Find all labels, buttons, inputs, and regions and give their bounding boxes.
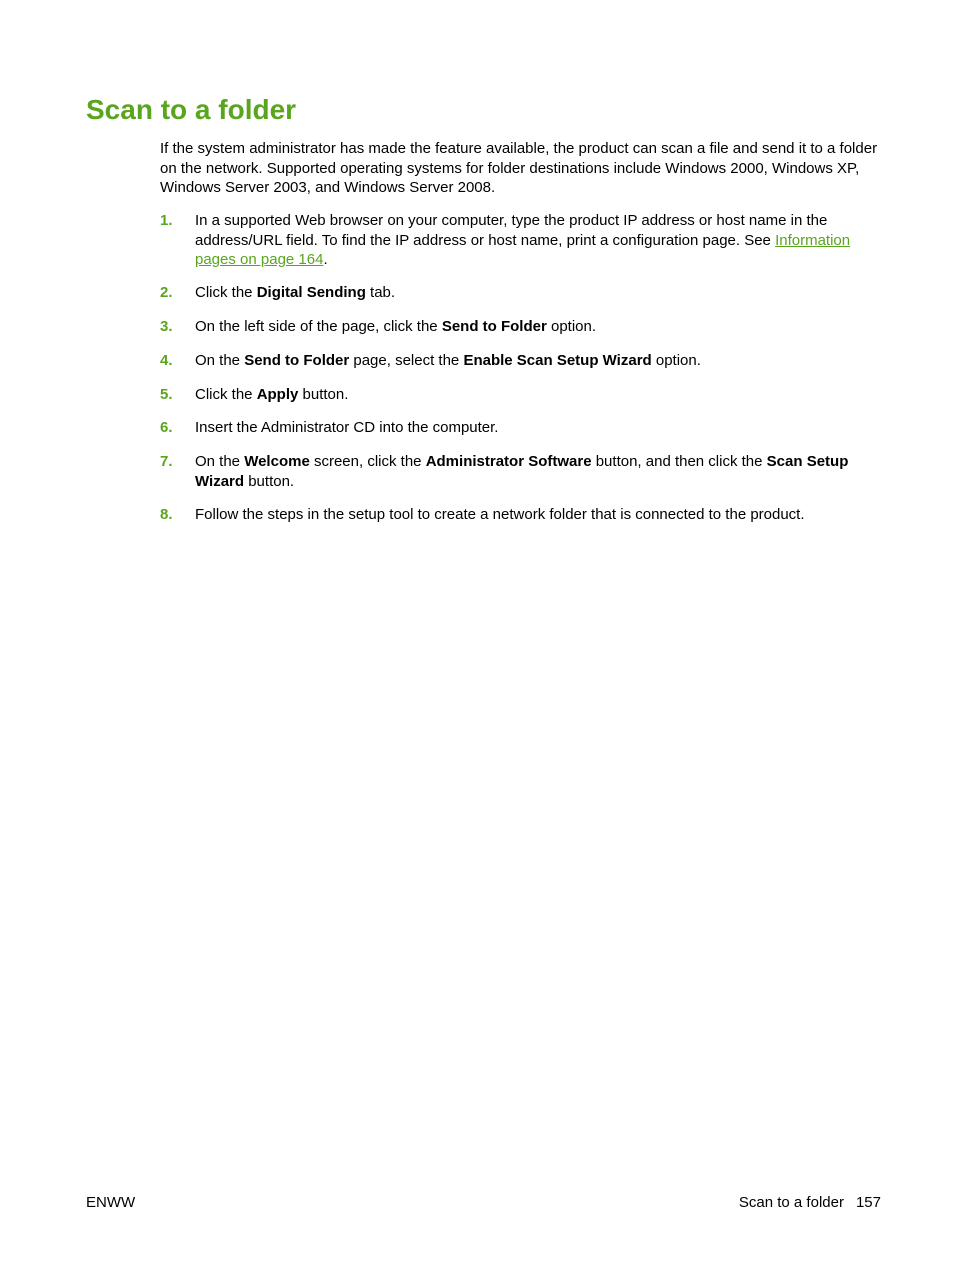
page-number: 157 (855, 1194, 881, 1211)
intro-paragraph: If the system administrator has made the feature available, the product can scan a file and send it to a folder on the network. Supported operating systems for folder destinations include Windows 2000, Windows XP, Windows Server 2003, and Windows Server 2008. (160, 140, 878, 196)
step-text: On the Welcome screen, click the Administrator Software button, and then click the Scan Setup Wizard button. (195, 453, 849, 490)
step-number: 1. (160, 212, 173, 229)
list-item (160, 317, 884, 337)
list-item (160, 418, 884, 438)
page-title: Scan to a folder (86, 94, 297, 125)
step-number: 5. (160, 386, 173, 403)
step-text: In a supported Web browser on your computer, type the product IP address or host name in the address/URL field. To find the IP address or host name, print a configuration page. See Information pages on page 164. (195, 212, 851, 268)
step-number: 2. (160, 284, 173, 301)
list-item (160, 505, 884, 525)
step-text: On the Send to Folder page, select the Enable Scan Setup Wizard option. (195, 352, 701, 369)
step-number: 6. (160, 419, 173, 436)
step-number: 3. (160, 318, 173, 335)
list-item (160, 351, 884, 371)
step-text: Click the Digital Sending tab. (195, 284, 396, 301)
footer-left-label: ENWW (86, 1194, 136, 1211)
list-item (160, 385, 884, 405)
step-number: 8. (160, 506, 173, 523)
list-item (160, 452, 884, 491)
step-text: On the left side of the page, click the Send to Folder option. (195, 318, 597, 335)
list-item (160, 211, 884, 270)
information-pages-link[interactable]: Information pages on page 164 (195, 231, 851, 268)
list-item (160, 283, 884, 303)
footer-right (739, 1193, 881, 1213)
step-text: Follow the steps in the setup tool to create a network folder that is connected to the product. (195, 506, 805, 523)
step-text: Click the Apply button. (195, 386, 349, 403)
step-number: 7. (160, 453, 173, 470)
step-text: Insert the Administrator CD into the computer. (195, 419, 499, 436)
footer-section-title: Scan to a folder (738, 1194, 844, 1211)
step-number: 4. (160, 352, 173, 369)
